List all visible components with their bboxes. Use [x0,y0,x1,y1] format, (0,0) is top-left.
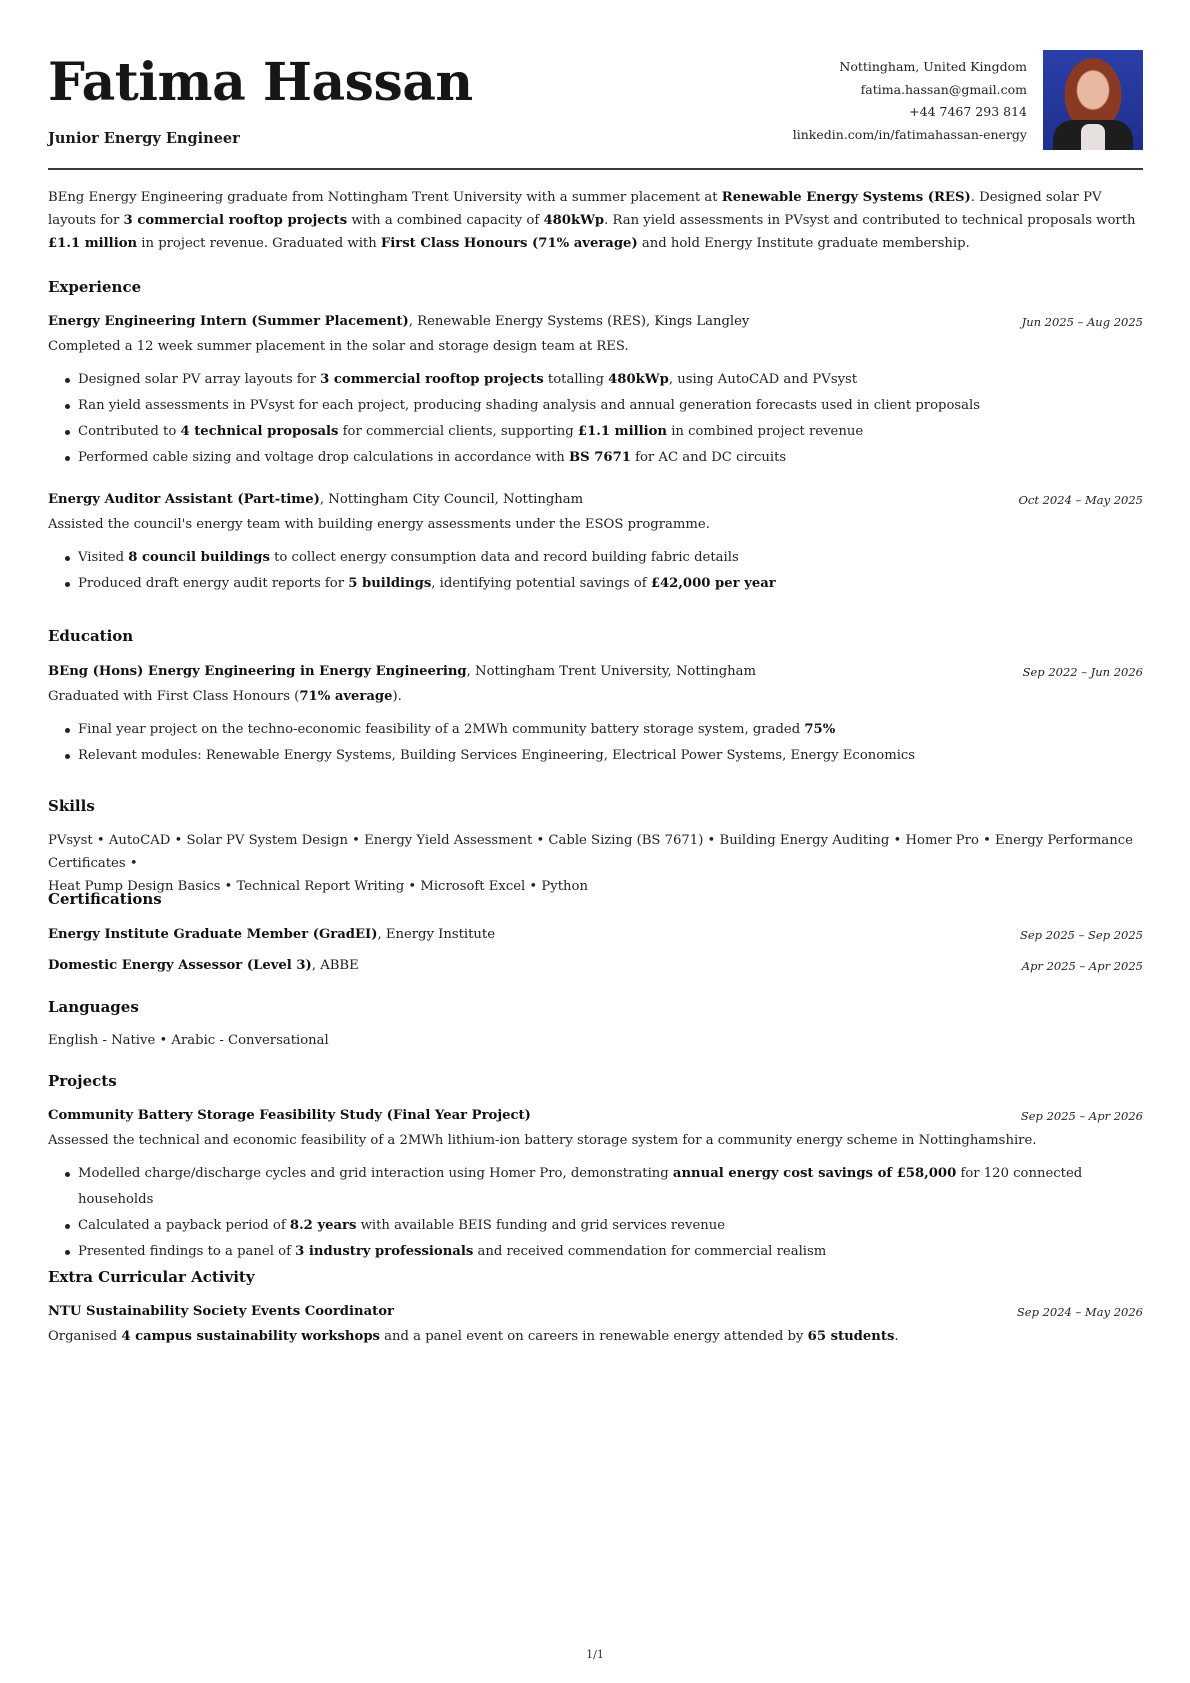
phone: +44 7467 293 814 [909,104,1027,119]
summary-bold: 3 commercial rooftop projects [123,213,348,228]
contact-block [793,56,1027,146]
summary-text: . Ran yield assessments in PVsyst and contributed to technical proposals worth [604,213,1136,228]
job-date: Jun 2025 – Aug 2025 [1021,315,1143,329]
list-item: Relevant modules: Renewable Energy Systems, Building Services Engineering, Electrical Power Systems, Energy Economics [78,743,1143,769]
summary-bold: First Class Honours (71% average) [380,236,638,251]
degree: BEng (Hons) Energy Engineering in Energy Engineering [48,664,467,679]
experience-entry-2-head [48,490,1143,510]
education-description: Graduated with First Class Honours (71% average). [48,689,402,704]
experience-1-bullets [78,367,1143,471]
summary-text: in project revenue. Graduated with [137,236,381,251]
job-title: Junior Energy Engineer [48,130,240,147]
header-divider [48,168,1143,170]
experience-entry-1-head [48,312,1143,332]
page-number: 1/1 [586,1648,604,1661]
email-link[interactable]: fatima.hassan@gmail.com [860,81,1027,97]
section-title-certifications: Certifications [48,890,162,908]
summary-text: . Designed solar PV layouts for [48,190,1102,228]
profile-photo [1043,50,1143,150]
list-item: Produced draft energy audit reports for 5 buildings, identifying potential savings of £42,000 per year [78,571,1143,597]
project-date: Sep 2025 – Apr 2026 [1020,1109,1143,1123]
list-item: Calculated a payback period of 8.2 years with available BEIS funding and grid services revenue [78,1213,1143,1239]
section-title-education: Education [48,627,134,645]
summary-bold: Renewable Energy Systems (RES) [721,190,971,205]
project-entry-head [48,1106,1143,1126]
list-item: Ran yield assessments in PVsyst for each project, producing shading analysis and annual generation forecasts used in client proposals [78,393,1143,419]
summary-bold: £1.1 million [48,236,138,251]
experience-2-bullets [78,545,1143,597]
location: Nottingham, United Kingdom [839,59,1027,74]
header [48,0,1143,170]
section-title-languages: Languages [48,998,139,1016]
certification-date: Apr 2025 – Apr 2025 [1021,959,1143,973]
job-role: Energy Engineering Intern (Summer Placement) [48,314,409,329]
school: , Nottingham Trent University, Nottingham [466,664,757,679]
section-title-experience: Experience [48,278,142,296]
candidate-name: Fatima Hassan [48,52,473,113]
certification-date: Sep 2025 – Sep 2025 [1020,928,1143,942]
list-item: Performed cable sizing and voltage drop calculations in accordance with BS 7671 for AC and DC circuits [78,445,1143,471]
summary-text: BEng Energy Engineering graduate from Nottingham Trent University with a summer placement at [48,190,722,205]
resume-page [48,0,1143,1344]
certification-entry [48,956,1143,976]
certification-org: , Energy Institute [377,927,496,942]
certification-entry [48,925,1143,945]
languages-list: English - Native • Arabic - Conversational [48,1033,329,1048]
job-date: Oct 2024 – May 2025 [1018,493,1143,507]
certification-name: Domestic Energy Assessor (Level 3) [48,958,312,973]
activity-date: Sep 2024 – May 2026 [1016,1305,1143,1319]
section-title-projects: Projects [48,1072,117,1090]
skills-line: Heat Pump Design Basics • Technical Report Writing • Microsoft Excel • Python [48,879,588,894]
job-org: , Renewable Energy Systems (RES), Kings Langley [408,314,750,329]
certification-org: , ABBE [311,958,359,973]
education-date: Sep 2022 – Jun 2026 [1022,665,1143,679]
section-title-extra-curricular: Extra Curricular Activity [48,1268,255,1286]
section-title-skills: Skills [48,797,95,815]
job-description: Completed a 12 week summer placement in the solar and storage design team at RES. [48,339,629,354]
list-item: Visited 8 council buildings to collect energy consumption data and record building fabric details [78,545,1143,571]
list-item: Modelled charge/discharge cycles and grid interaction using Homer Pro, demonstrating annual energy cost savings of £58,000 for 120 connected households [78,1161,1143,1213]
skills-line: PVsyst • AutoCAD • Solar PV System Design • Energy Yield Assessment • Cable Sizing (BS 7671) • Building Energy Auditing • Homer Pro • Energy Performance Certificates • [48,833,1133,871]
list-item: Presented findings to a panel of 3 industry professionals and received commendation for commercial realism [78,1239,1143,1265]
photo-collar [1081,124,1105,150]
project-name: Community Battery Storage Feasibility Study (Final Year Project) [48,1108,531,1123]
list-item: Designed solar PV array layouts for 3 commercial rooftop projects totalling 480kWp, using AutoCAD and PVsyst [78,367,1143,393]
list-item: Contributed to 4 technical proposals for commercial clients, supporting £1.1 million in combined project revenue [78,419,1143,445]
skills-list [48,829,1143,898]
job-description: Assisted the council's energy team with building energy assessments under the ESOS programme. [48,517,710,532]
project-bullets [78,1161,1143,1265]
job-org: , Nottingham City Council, Nottingham [319,492,584,507]
education-bullets [78,717,1143,769]
certification-name: Energy Institute Graduate Member (GradEI) [48,927,378,942]
project-description: Assessed the technical and economic feasibility of a 2MWh lithium-ion battery storage system for a community energy scheme in Nottinghamshire. [48,1133,1037,1148]
activity-role: NTU Sustainability Society Events Coordinator [48,1304,394,1319]
list-item: Final year project on the techno-economic feasibility of a 2MWh community battery storage system, graded 75% [78,717,1143,743]
job-role: Energy Auditor Assistant (Part-time) [48,492,320,507]
summary-text: and hold Energy Institute graduate membership. [637,236,970,251]
activity-description: Organised 4 campus sustainability workshops and a panel event on careers in renewable energy attended by 65 students. [48,1329,899,1344]
education-entry-head [48,662,1143,682]
summary [48,186,1143,255]
linkedin-link[interactable]: linkedin.com/in/fatimahassan-energy [792,126,1027,142]
summary-text: with a combined capacity of [347,213,544,228]
summary-bold: 480kWp [543,213,605,228]
extra-entry-head [48,1302,1143,1322]
